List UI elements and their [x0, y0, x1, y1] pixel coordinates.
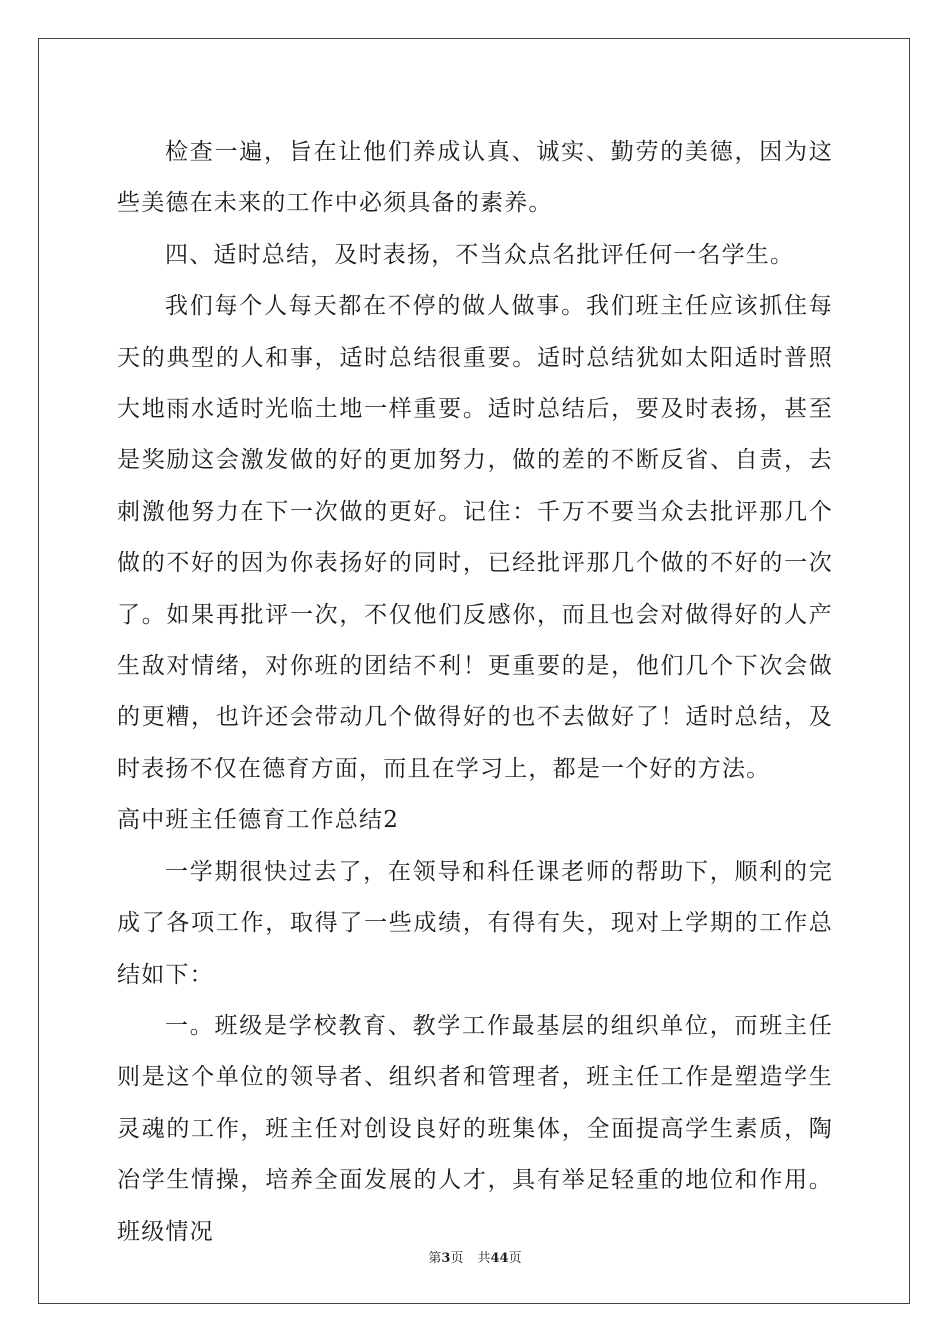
paragraph-5: 一。班级是学校教育、教学工作最基层的组织单位，而班主任则是这个单位的领导者、组织者和管理者，班主任工作是塑造学生灵魂的工作，班主任对创设良好的班集体，全面提高学生素质，陶冶学生情操，培养全面发展的人才，具有举足轻重的地位和作用。班级情况 [117, 1012, 833, 1245]
footer-page-prefix: 第 [428, 1251, 442, 1266]
footer-total-prefix: 共 [477, 1251, 491, 1266]
document-body [117, 127, 833, 1258]
footer-page-number: 3 [441, 1251, 451, 1266]
footer-total-pages: 44 [490, 1251, 509, 1266]
section-heading: 高中班主任德育工作总结2 [117, 807, 400, 834]
paragraph-4: 一学期很快过去了，在领导和科任课老师的帮助下，顺利的完成了各项工作，取得了一些成绩，有得有失，现对上学期的工作总结如下： [117, 858, 833, 988]
page-footer [0, 1247, 950, 1266]
paragraph-2: 四、适时总结，及时表扬，不当众点名批评任何一名学生。 [165, 241, 795, 268]
footer-total-suffix: 页 [508, 1251, 522, 1266]
footer-page-suffix: 页 [450, 1251, 464, 1266]
paragraph-3: 我们每个人每天都在不停的做人做事。我们班主任应该抓住每天的典型的人和事，适时总结很重要。适时总结犹如太阳适时普照大地雨水适时光临土地一样重要。适时总结后，要及时表扬，甚至是奖励这会激发做的好的更加努力，做的差的不断反省、自责，去刺激他努力在下一次做的更好。记住：千万不要当众去批评那几个做的不好的因为你表扬好的同时，已经批评那几个做的不好的一次了。如果再批评一次，不仅他们反感你，而且也会对做得好的人产生敌对情绪，对你班的团结不利！更重要的是，他们几个下次会做的更糟，也许还会带动几个做得好的也不去做好了！适时总结，及时表扬不仅在德育方面，而且在学习上，都是一个好的方法。 [117, 293, 833, 782]
paragraph-1: 检查一遍，旨在让他们养成认真、诚实、勤劳的美德，因为这些美德在未来的工作中必须具备的素养。 [117, 139, 833, 217]
